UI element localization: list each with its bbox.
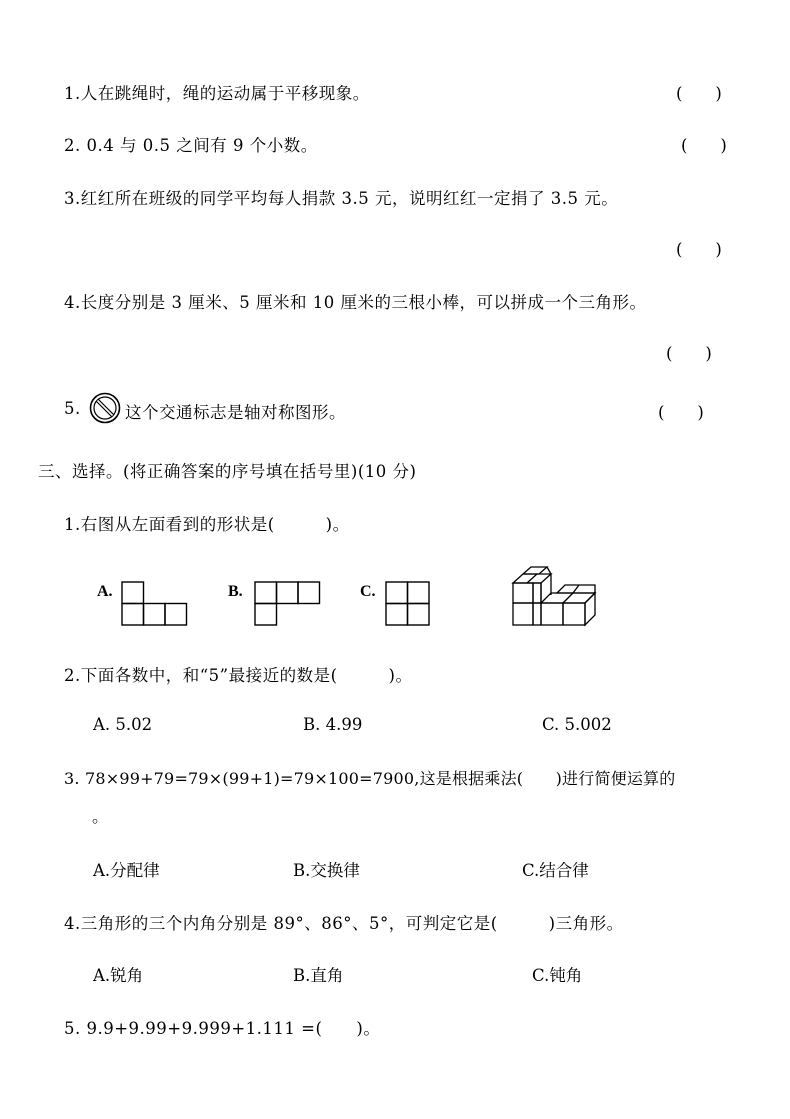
choice-q1-option-b-figure bbox=[254, 581, 322, 627]
choice-q1-text: 1.右图从左面看到的形状是( )。 bbox=[64, 515, 350, 534]
choice-q5-text: 5. 9.9+9.99+9.999+1.111 =( )。 bbox=[64, 1019, 381, 1038]
choice-q3-text-continued: 。 bbox=[92, 807, 109, 826]
judge-q3-text: 3.红红所在班级的同学平均每人捐款 3.5 元，说明红红一定捐了 3.5 元。 bbox=[64, 189, 619, 208]
choice-q2-text: 2.下面各数中，和“5”最接近的数是( )。 bbox=[64, 666, 413, 685]
judge-q2-text: 2. 0.4 与 0.5 之间有 9 个小数。 bbox=[64, 136, 318, 155]
choice-q4-text: 4.三角形的三个内角分别是 89°、86°、5°，可判定它是( )三角形。 bbox=[64, 914, 624, 933]
judge-q2-answer-paren[interactable]: ( ) bbox=[681, 136, 727, 155]
choice-q4-option-c[interactable]: C.钝角 bbox=[532, 966, 583, 985]
choice-q3-option-a[interactable]: A.分配律 bbox=[93, 861, 160, 880]
choice-q2-option-b[interactable]: B. 4.99 bbox=[303, 715, 363, 734]
judge-q1-answer-paren[interactable]: ( ) bbox=[676, 84, 722, 103]
choice-q1-option-a-label[interactable]: A. bbox=[97, 583, 113, 600]
choice-q1-option-c-figure bbox=[385, 581, 433, 627]
choice-q1-option-b-label[interactable]: B. bbox=[228, 583, 243, 600]
choice-q3-option-b[interactable]: B.交换律 bbox=[293, 861, 360, 880]
judge-q5-number: 5. bbox=[64, 399, 81, 418]
choice-q3-text: 3. 78×99+79=79×(99+1)=79×100=7900,这是根据乘法( )进行简便运算的 bbox=[64, 769, 676, 788]
choice-q3-option-c[interactable]: C.结合律 bbox=[522, 861, 589, 880]
judge-q5-text: 这个交通标志是轴对称图形。 bbox=[125, 403, 346, 422]
judge-q5-answer-paren[interactable]: ( ) bbox=[658, 403, 704, 422]
choice-q4-option-b[interactable]: B.直角 bbox=[293, 966, 344, 985]
choice-q2-option-c[interactable]: C. 5.002 bbox=[542, 715, 612, 734]
cube-stack-3d-figure bbox=[511, 565, 597, 629]
choice-q1-option-a-figure bbox=[121, 581, 189, 627]
choice-q4-option-a[interactable]: A.锐角 bbox=[93, 966, 144, 985]
judge-q4-text: 4.长度分别是 3 厘米、5 厘米和 10 厘米的三根小棒，可以拼成一个三角形。 bbox=[64, 293, 647, 312]
judge-q4-answer-paren[interactable]: ( ) bbox=[666, 344, 712, 363]
section3-title: 三、选择。(将正确答案的序号填在括号里)(10 分) bbox=[38, 462, 417, 481]
choice-q2-option-a[interactable]: A. 5.02 bbox=[93, 715, 153, 734]
judge-q3-answer-paren[interactable]: ( ) bbox=[676, 240, 722, 259]
judge-q1-text: 1.人在跳绳时，绳的运动属于平移现象。 bbox=[64, 84, 370, 103]
choice-q1-option-c-label[interactable]: C. bbox=[360, 583, 376, 600]
no-entry-sign-icon bbox=[89, 392, 121, 424]
